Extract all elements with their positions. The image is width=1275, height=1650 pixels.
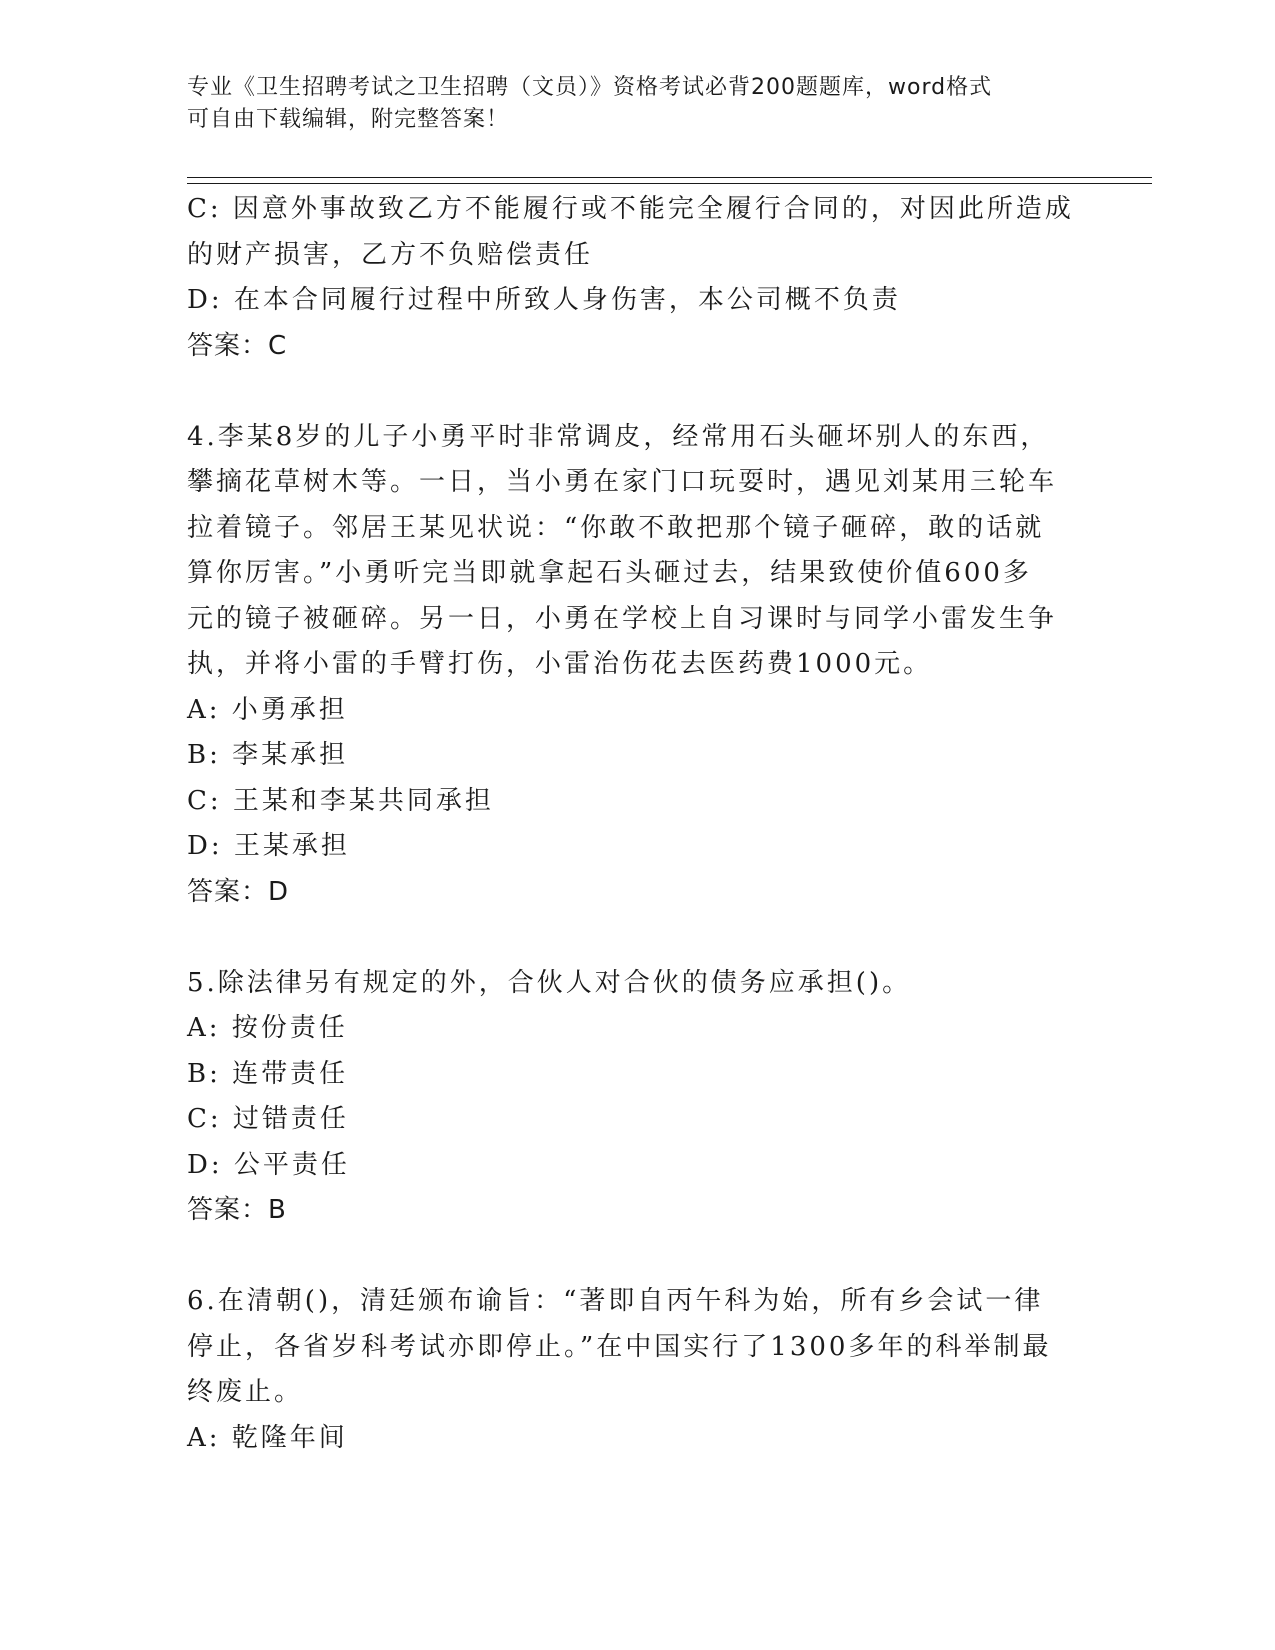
- answer: 答案：C: [187, 330, 288, 361]
- question-5: [187, 961, 1087, 1234]
- question-stem-line: 4.李某8岁的儿子小勇平时非常调皮，经常用石头砸坏别人的东西，: [187, 421, 1050, 452]
- header-divider-top: [187, 177, 1152, 178]
- question-list: [187, 187, 1087, 1461]
- question-stem-line: 攀摘花草树木等。一日，当小勇在家门口玩耍时，遇见刘某用三轮车: [187, 467, 1058, 497]
- option-c-line-1: C: 因意外事故致乙方不能履行或不能完全履行合同的，对因此所造成: [187, 194, 1074, 224]
- question-stem-line: 终废止。: [187, 1377, 304, 1407]
- option-d: D: 在本合同履行过程中所致人身伤害，本公司概不负责: [187, 285, 901, 315]
- option-c: C: 王某和李某共同承担: [187, 785, 494, 816]
- question-6: [187, 1279, 1087, 1461]
- question-3-continued: [187, 187, 1087, 369]
- option-c: C: 过错责任: [187, 1104, 349, 1134]
- question-stem-line: 元的镜子被砸碎。另一日，小勇在学校上自习课时与同学小雷发生争: [187, 603, 1058, 634]
- option-a: A: 小勇承担: [187, 694, 348, 725]
- header-title-line-1: 专业《卫生招聘考试之卫生招聘（文员）》资格考试必背200题题库，word格式: [187, 75, 993, 100]
- option-a: A: 乾隆年间: [187, 1422, 348, 1453]
- spacer: [187, 369, 1087, 415]
- option-b: B: 连带责任: [187, 1058, 349, 1089]
- header-title-line-2: 可自由下载编辑，附完整答案！: [187, 107, 510, 132]
- option-d: D: 公平责任: [187, 1149, 350, 1180]
- option-a: A: 按份责任: [187, 1013, 348, 1043]
- option-b: B: 李某承担: [187, 740, 349, 770]
- spacer: [187, 915, 1087, 961]
- question-stem-line: 算你厉害。”小勇听完当即就拿起石头砸过去，结果致使价值600多: [187, 558, 1032, 588]
- question-stem-line: 停止，各省岁科考试亦即停止。”在中国实行了1300多年的科举制最: [187, 1331, 1052, 1362]
- option-c-line-2: 的财产损害，乙方不负赔偿责任: [187, 239, 594, 270]
- question-4: [187, 415, 1087, 916]
- question-stem-line: 执，并将小雷的手臂打伤，小雷治伤花去医药费1000元。: [187, 649, 933, 679]
- spacer: [187, 1234, 1087, 1280]
- question-stem-line: 拉着镜子。邻居王某见状说：“你敢不敢把那个镜子砸碎，敢的话就: [187, 512, 1045, 543]
- question-stem-line: 5.除法律另有规定的外，合伙人对合伙的债务应承担()。: [187, 967, 912, 998]
- option-d: D: 王某承担: [187, 831, 350, 861]
- answer: 答案：B: [187, 1195, 287, 1225]
- answer: 答案：D: [187, 876, 290, 907]
- document-header: [187, 72, 1067, 136]
- header-divider-bottom: [187, 183, 1152, 184]
- question-stem-line: 6.在清朝()，清廷颁布谕旨：“著即自丙午科为始，所有乡会试一律: [187, 1286, 1044, 1316]
